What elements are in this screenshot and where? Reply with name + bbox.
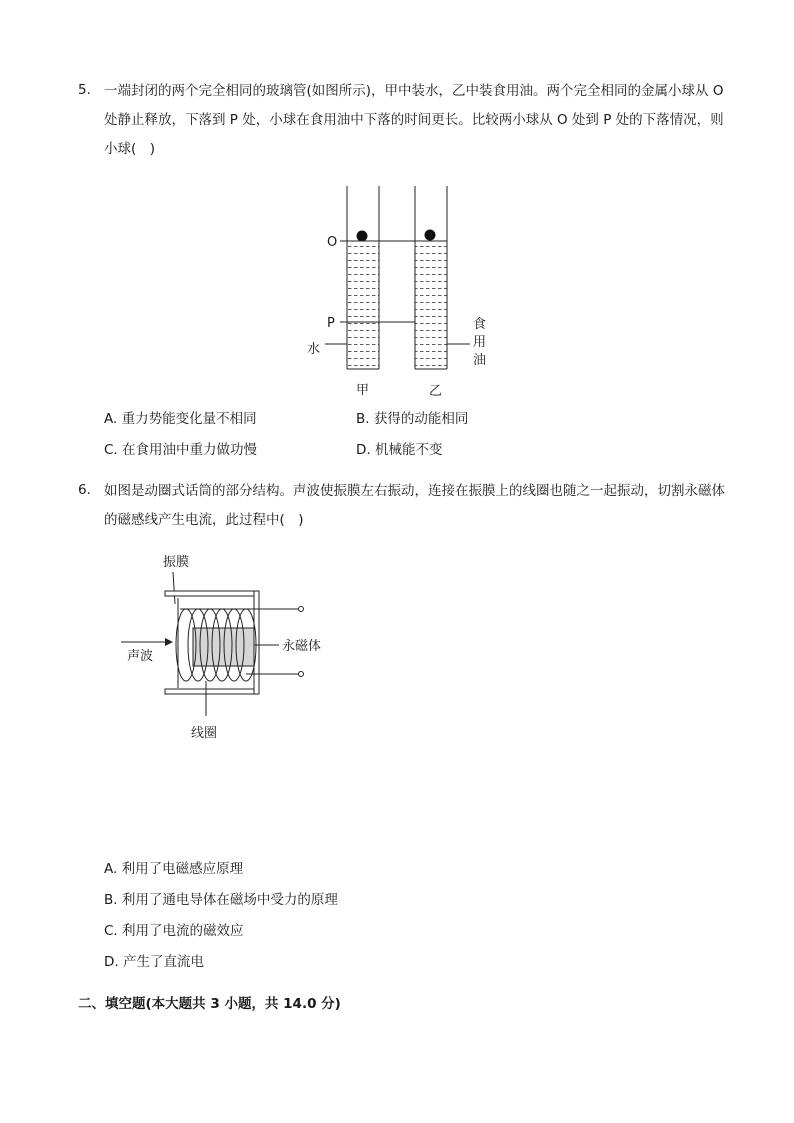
tube-yi — [415, 186, 447, 369]
q5-option-a: A. 重力势能变化量不相同 — [104, 411, 257, 427]
terminal-bottom — [299, 672, 304, 677]
label-magnet: 永磁体 — [282, 639, 322, 654]
housing-back — [254, 591, 259, 694]
label-water: 水 — [307, 342, 321, 357]
ball-jia — [357, 231, 368, 242]
permanent-magnet — [193, 628, 254, 666]
q6-option-b: B. 利用了通电导体在磁场中受力的原理 — [104, 892, 338, 908]
question-6 — [78, 477, 728, 535]
q6-option-a: A. 利用了电磁感应原理 — [104, 861, 244, 877]
label-O: O — [327, 235, 338, 250]
label-jia: 甲 — [356, 383, 370, 398]
question-text: 如图是动圈式话筒的部分结构。声波使振膜左右振动，连接在振膜上的线圈也随之一起振动，切割永磁体的磁感线产生电流，此过程中( ) — [104, 483, 725, 528]
ball-yi — [425, 230, 436, 241]
q5-figure-tubes — [300, 180, 500, 405]
label-P: P — [327, 316, 335, 331]
label-sound: 声波 — [127, 649, 154, 664]
section-heading: 二、填空题(本大题共 3 小题，共 14.0 分) — [78, 996, 341, 1012]
q5-option-d: D. 机械能不变 — [356, 442, 443, 458]
housing-bottom — [165, 689, 259, 694]
q5-option-b: B. 获得的动能相同 — [356, 411, 469, 427]
question-5 — [78, 77, 728, 164]
question-text: 一端封闭的两个完全相同的玻璃管(如图所示)，甲中装水，乙中装食用油。两个完全相同的金属小球从 O 处静止释放，下落到 P 处，小球在食用油中下落的时间更长。比较两小球从 O 处到 P 处的下落情况，则小球( ) — [104, 83, 724, 157]
q6-option-c: C. 利用了电流的磁效应 — [104, 923, 244, 939]
question-number: 5. — [78, 82, 91, 98]
label-oil-3: 油 — [473, 353, 487, 368]
label-diaphragm: 振膜 — [163, 555, 190, 570]
question-number: 6. — [78, 482, 91, 498]
q6-figure-microphone — [115, 548, 345, 748]
terminal-top — [299, 607, 304, 612]
q6-option-d: D. 产生了直流电 — [104, 954, 204, 970]
label-coil: 线圈 — [191, 726, 218, 741]
label-oil-2: 用 — [473, 335, 487, 350]
diaphragm-pointer — [173, 572, 175, 604]
q5-option-c: C. 在食用油中重力做功慢 — [104, 442, 258, 458]
label-yi: 乙 — [429, 384, 443, 399]
tube-jia — [347, 186, 379, 369]
housing-top — [165, 591, 259, 596]
label-oil-1: 食 — [473, 317, 487, 332]
